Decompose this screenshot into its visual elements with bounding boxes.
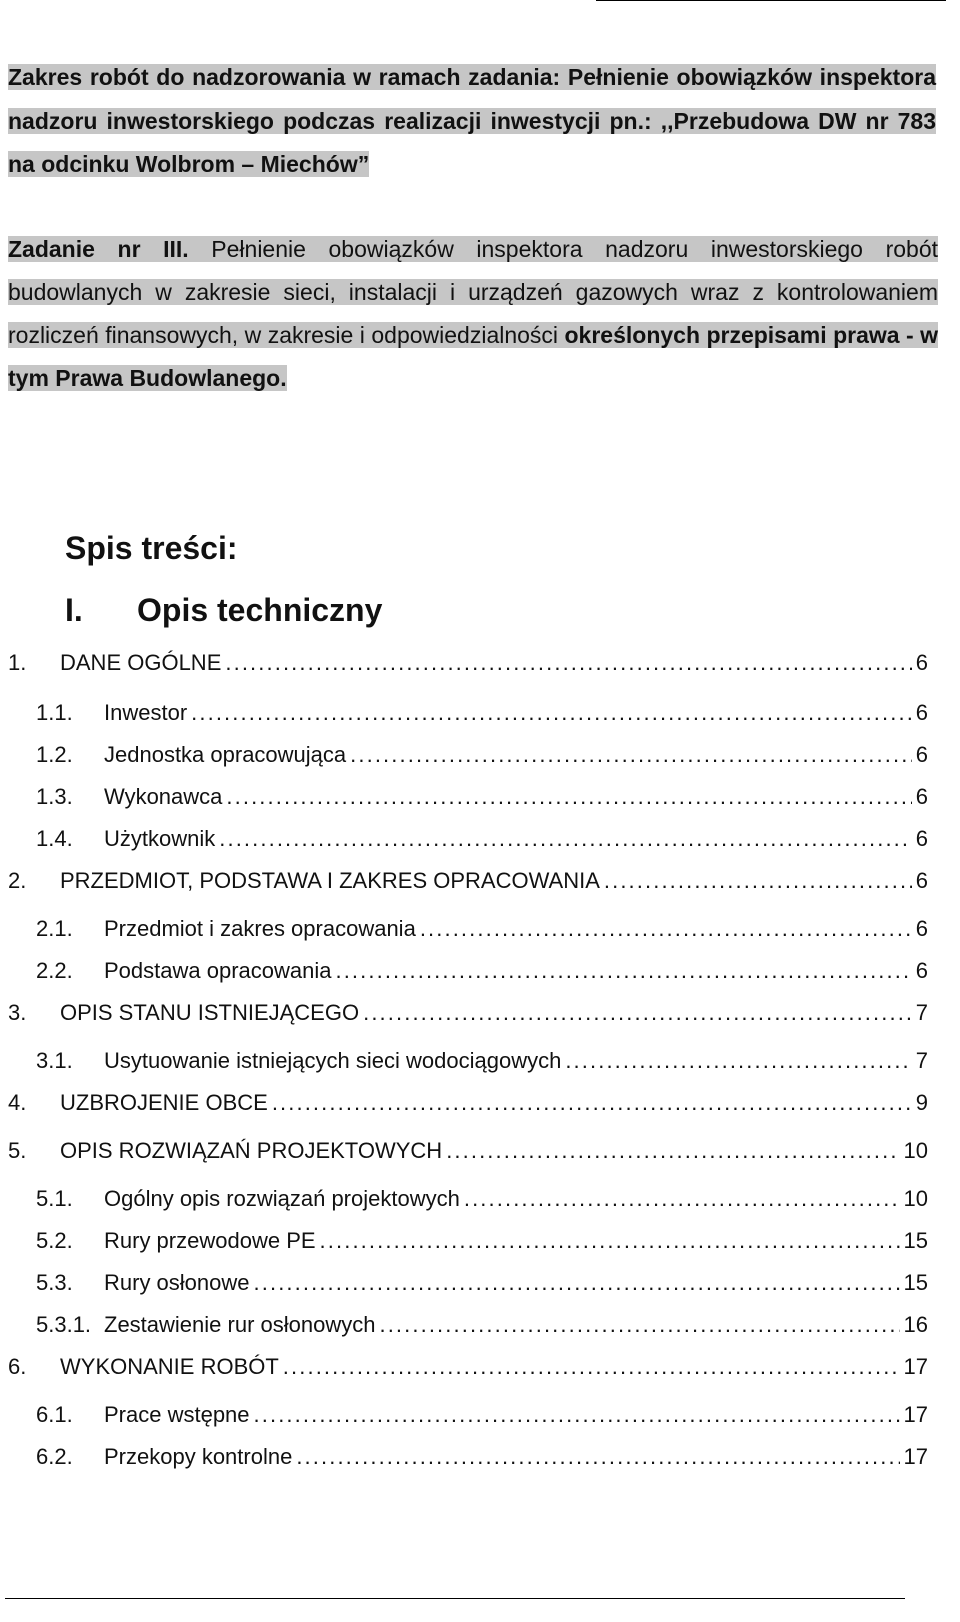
- toc-dot-leader: [296, 1444, 899, 1470]
- toc-entry[interactable]: [8, 1090, 928, 1122]
- toc-entry-title: UZBROJENIE OBCE: [60, 1090, 268, 1115]
- toc-entry-title: OPIS STANU ISTNIEJĄCEGO: [60, 1000, 360, 1025]
- toc-entry-title: WYKONANIE ROBÓT: [60, 1354, 279, 1379]
- toc-entry-number: 5.: [8, 1138, 27, 1163]
- toc-entry-title: Prace wstępne: [104, 1402, 250, 1427]
- toc-entry-page: 16: [903, 1312, 928, 1337]
- toc-entry-page: 7: [915, 1048, 928, 1073]
- toc-dot-leader: [320, 1228, 900, 1254]
- toc-entry-page: 6: [915, 916, 928, 941]
- toc-entry[interactable]: [8, 742, 928, 774]
- toc-entry-page: 10: [903, 1186, 928, 1211]
- toc-entry-number: 6.: [8, 1354, 27, 1379]
- toc-entry-page: 15: [903, 1270, 928, 1295]
- toc-dot-leader: [254, 1402, 900, 1428]
- toc-entry-number: 2.: [8, 868, 27, 893]
- toc-entry[interactable]: [8, 700, 928, 732]
- toc-entry-number: 5.3.1.: [36, 1312, 92, 1337]
- toc-dot-leader: [420, 916, 912, 942]
- toc-entry-number: 5.2.: [36, 1228, 73, 1253]
- toc-heading: Spis treści:: [65, 530, 238, 566]
- toc-entry-number: 2.1.: [36, 916, 73, 941]
- task-number: Zadanie nr III.: [8, 236, 189, 262]
- toc-dot-leader: [335, 958, 911, 984]
- task-description: [8, 228, 938, 400]
- toc-entry-title: Ogólny opis rozwiązań projektowych: [104, 1186, 460, 1211]
- toc-entry-number: 6.2.: [36, 1444, 73, 1469]
- toc-entry-title: Rury przewodowe PE: [104, 1228, 316, 1253]
- toc-entry-title: Rury osłonowe: [104, 1270, 250, 1295]
- task-body: Pełnienie obowiązków inspektora nadzoru inwestorskiego robót budowlanych w zakresie sieci, instalacji i urządzeń gazowych wraz z kontrolowaniem rozliczeń finansowych, w zakresie i odpowiedzialności: [8, 236, 938, 348]
- toc-entry-page: 17: [903, 1444, 928, 1469]
- toc-dot-leader: [254, 1270, 900, 1296]
- toc-dot-leader: [225, 650, 911, 676]
- toc-entry-number: 5.3.: [36, 1270, 73, 1295]
- toc-entry-title: Użytkownik: [104, 826, 216, 851]
- top-rule: [596, 0, 946, 1]
- toc-entry[interactable]: [8, 958, 928, 990]
- toc-entry[interactable]: [8, 1270, 928, 1302]
- toc-section-title: Opis techniczny: [137, 592, 383, 628]
- toc-entry[interactable]: [8, 650, 928, 682]
- toc-entry[interactable]: [8, 1228, 928, 1260]
- toc-entry-title: OPIS ROZWIĄZAŃ PROJEKTOWYCH: [60, 1138, 443, 1163]
- toc-dot-leader: [363, 1000, 912, 1026]
- toc-entry-title: Usytuowanie istniejących sieci wodociągowych: [104, 1048, 562, 1073]
- toc-entry-number: 3.1.: [36, 1048, 73, 1073]
- toc-section-number: I.: [65, 592, 83, 628]
- toc-entry-number: 2.2.: [36, 958, 73, 983]
- toc-entry-title: Wykonawca: [104, 784, 223, 809]
- toc-dot-leader: [226, 784, 911, 810]
- toc-entry[interactable]: [8, 1000, 928, 1032]
- toc-entry-page: 6: [915, 826, 928, 851]
- toc-entry[interactable]: [8, 826, 928, 858]
- toc-entry[interactable]: [8, 916, 928, 948]
- toc-entry-page: 6: [915, 650, 928, 675]
- toc-entry[interactable]: [8, 1048, 928, 1080]
- toc-entry-number: 5.1.: [36, 1186, 73, 1211]
- toc-dot-leader: [191, 700, 912, 726]
- toc-dot-leader: [464, 1186, 900, 1212]
- toc-entry-number: 1.4.: [36, 826, 73, 851]
- toc-entry-page: 6: [915, 958, 928, 983]
- toc-entry-number: 6.1.: [36, 1402, 73, 1427]
- toc-entry-page: 7: [915, 1000, 928, 1025]
- toc-dot-leader: [565, 1048, 911, 1074]
- toc-entry-page: 9: [915, 1090, 928, 1115]
- toc-dot-leader: [379, 1312, 899, 1338]
- toc-entry-number: 4.: [8, 1090, 27, 1115]
- toc-entry[interactable]: [8, 1186, 928, 1218]
- toc-entry-number: 1.3.: [36, 784, 73, 809]
- toc-entry-title: DANE OGÓLNE: [60, 650, 222, 675]
- toc-entry-title: Przedmiot i zakres opracowania: [104, 916, 416, 941]
- toc-entry-title: Podstawa opracowania: [104, 958, 332, 983]
- toc-entry[interactable]: [8, 1402, 928, 1434]
- toc-entry-number: 1.: [8, 650, 27, 675]
- toc-entry-page: 6: [915, 868, 928, 893]
- toc-section-heading: [65, 590, 382, 630]
- toc-entry[interactable]: [8, 1354, 928, 1386]
- toc-entry-title: PRZEDMIOT, PODSTAWA I ZAKRES OPRACOWANIA: [60, 868, 600, 893]
- toc-entry-page: 10: [903, 1138, 928, 1163]
- scope-header: [8, 56, 936, 187]
- scope-header-text: Zakres robót do nadzorowania w ramach zadania: Pełnienie obowiązków inspektora nadzoru inwestorskiego podczas realizacji inwestycji pn.: ,,Przebudowa DW nr 783 na odcinku Wolbrom – Miechów”: [8, 64, 936, 177]
- toc-entry-page: 6: [915, 742, 928, 767]
- toc-entry-title: Jednostka opracowująca: [104, 742, 347, 767]
- task-tail: określonych przepisami prawa - w tym Prawa Budowlanego.: [8, 322, 939, 391]
- toc-dot-leader: [272, 1090, 912, 1116]
- toc-dot-leader: [283, 1354, 900, 1380]
- toc-entry-title: Zestawienie rur osłonowych: [104, 1312, 376, 1337]
- toc-entry[interactable]: [8, 784, 928, 816]
- toc-entry-number: 1.1.: [36, 700, 73, 725]
- toc-entry[interactable]: [8, 1138, 928, 1170]
- toc-dot-leader: [446, 1138, 899, 1164]
- toc-entry-page: 17: [903, 1402, 928, 1427]
- toc-entry-page: 17: [903, 1354, 928, 1379]
- toc-entry-page: 15: [903, 1228, 928, 1253]
- toc-entry-title: Przekopy kontrolne: [104, 1444, 293, 1469]
- toc-entry-title: Inwestor: [104, 700, 188, 725]
- toc-dot-leader: [350, 742, 912, 768]
- toc-entry[interactable]: [8, 1444, 928, 1476]
- toc-entry-number: 1.2.: [36, 742, 73, 767]
- toc-entry[interactable]: [8, 1312, 928, 1344]
- toc-dot-leader: [604, 868, 912, 894]
- toc-entry-page: 6: [915, 700, 928, 725]
- toc-entry[interactable]: [8, 868, 928, 900]
- bottom-rule: [5, 1598, 905, 1599]
- toc-dot-leader: [219, 826, 912, 852]
- toc-entry-page: 6: [915, 784, 928, 809]
- toc-entry-number: 3.: [8, 1000, 27, 1025]
